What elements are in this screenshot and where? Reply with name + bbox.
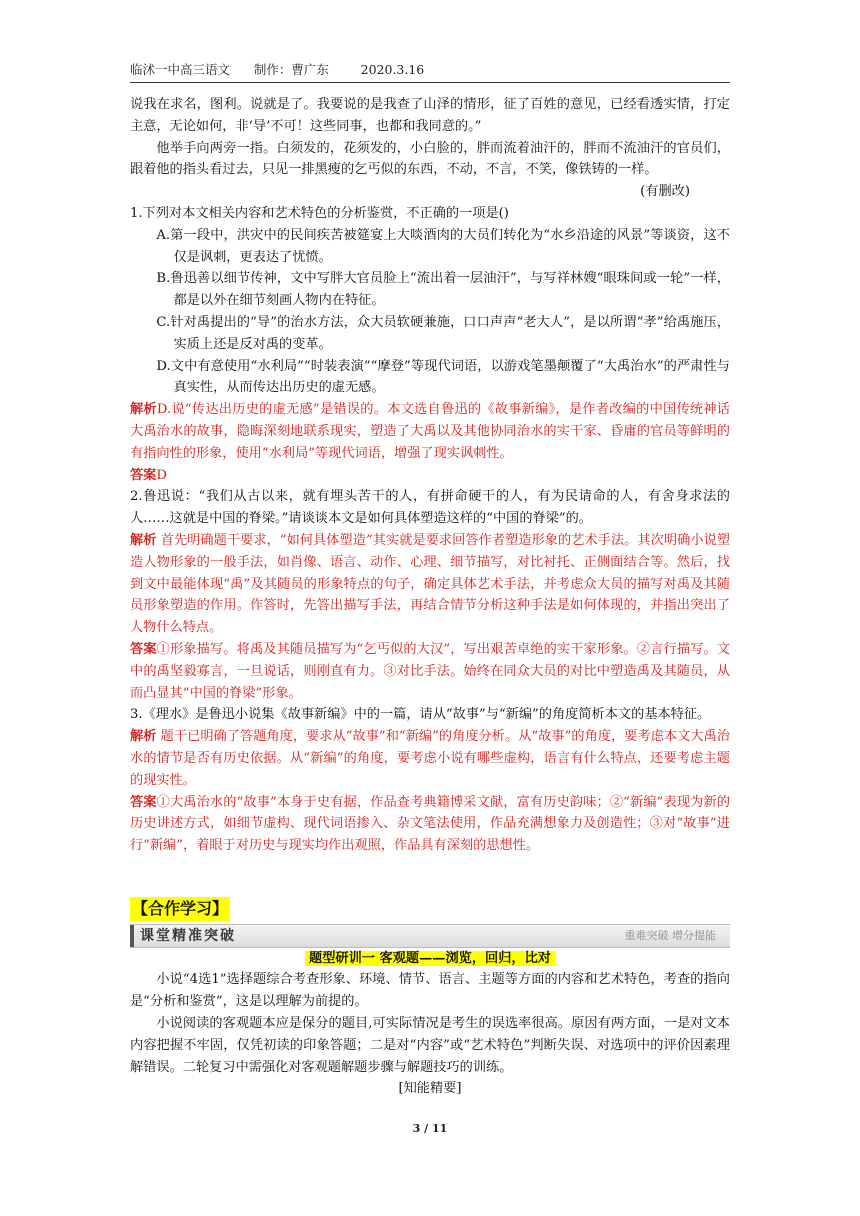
section-banner — [130, 924, 730, 948]
passage-paragraph: 他举手向两旁一指。白须发的，花须发的，小白脸的，胖而流着油汗的，胖而不流油汗的官员们，跟着他的指头看过去，只见一排黑瘦的乞丐似的东西，不动，不言，不笑，像铁铸的一样。 — [130, 140, 730, 178]
banner-subtitle: 重难突破 增分提能 — [624, 928, 716, 942]
answer-label: 答案 — [130, 641, 157, 657]
analysis-label: 解析 — [130, 402, 157, 418]
passage-paragraph: 说我在求名，图利。说就是了。我要说的是我查了山泽的情形，征了百姓的意见，已经看透实情，打定主意，无论如何，非‘导’不可！这些同事，也都和我同意的。” — [130, 97, 730, 134]
option-d: D.文中有意使用“水利局”“时装表演”“摩登”等现代词语，以游戏笔墨颠覆了“大禹治水”的严肃性与真实性，从而传达出历史的虚无感。 — [156, 358, 730, 396]
analysis-label: 解析 — [130, 729, 157, 745]
section-paragraph: 小说“4选1”选择题综合考查形象、环境、情节、语言、主题等方面的内容和艺术特色，考查的指向是“分析和鉴赏”，这是以理解为前提的。 — [130, 972, 730, 1010]
analysis-text: D.说“传达出历史的虚无感”是错误的。本文选自鲁迅的《故事新编》，是作者改编的中国传统神话大禹治水的故事，隐晦深刻地联系现实，塑造了大禹以及其他协同治水的实干家、昏庸的官员等鲜明的有指向性的形象，使用“水利局”等现代词语，增强了现实讽刺性。 — [130, 402, 730, 461]
answer-label: 答案 — [130, 794, 157, 810]
answer-text: D — [156, 467, 167, 483]
section-paragraph: 小说阅读的客观题本应是保分的题目,可实际情况是考生的误选率很高。原因有两方面，一是对文本内容把握不牢固，仅凭初读的印象答题；二是对“内容”或“艺术特色”判断失误、对选项中的评价因素理解错误。二轮复习中需强化对客观题解题步骤与解题技巧的训练。 — [130, 1016, 730, 1075]
banner-title: 课堂精准突破 — [130, 925, 244, 947]
passage-note: (有删改) — [640, 184, 690, 200]
analysis-text: 首先明确题干要求，“如何具体塑造”其实就是要求回答作者塑造形象的艺术手法。其次明确小说塑造人物形象的一般手法，如肖像、语言、动作、心理、细节描写，对比衬托、正侧面结合等。然后，找到文中最能体现“禹”及其随员的形象特点的句子，确定具体艺术手法，并考虑众大员的描写对禹及其随员形象塑造的作用。作答时，先答出描写手法，再结合情节分析这种手法是如何体现的，并指出突出了人物什么特点。 — [130, 532, 731, 636]
document-body — [130, 94, 730, 1100]
answer-text: ①大禹治水的“故事”本身于史有据，作品查考典籍博采文献，富有历史韵味；②“新编”表现为新的历史讲述方式，如细节虚构、现代词语掺入、杂文笔法使用，作品充满想象力及创造性；③对“故事”进行“新编”，着眼于对历史与现实均作出观照，作品具有深刻的思想性。 — [130, 794, 731, 854]
answer-text: ①形象描写。将禹及其随员描写为“乞丐似的大汉”，写出艰苦卓绝的实干家形象。②言行描写。文中的禹坚毅寡言，一旦说话，则刚直有力。③对比手法。始终在同众大员的对比中塑造禹及其随员，从而凸显其“中国的脊梁”形象。 — [130, 641, 730, 701]
option-a: A.第一段中，洪灾中的民间疾苦被筵宴上大啖酒肉的大员们转化为“水乡沿途的风景”等谈资，这不仅是讽刺，更表达了忧愤。 — [156, 227, 730, 265]
question-3-answer — [130, 792, 730, 857]
section-title-row — [130, 948, 730, 970]
page-number: 3 / 11 — [412, 1122, 448, 1135]
analysis-label: 解析 — [130, 532, 157, 548]
answer-label: 答案 — [130, 467, 157, 483]
question-1-answer — [130, 465, 730, 487]
question-2-stem: 2.鲁迅说：“我们从古以来，就有埋头苦干的人，有拼命硬干的人，有为民请命的人，有舍身求法的人……这就是中国的脊梁。”请谈谈本文是如何具体塑造这样的“中国的脊梁”的。 — [130, 489, 730, 527]
question-2-analysis — [130, 530, 730, 639]
section-title: 题型研训一 客观题——浏览，回归，比对 — [305, 951, 555, 966]
question-2-answer — [130, 639, 730, 704]
option-b: B.鲁迅善以细节传神，文中写胖大官员脸上“流出着一层油汗”，与写祥林嫂“眼珠间或一轮”一样，都是以外在细节刻画人物内在特征。 — [156, 271, 730, 309]
question-1-stem: 1.下列对本文相关内容和艺术特色的分析鉴赏，不正确的一项是() — [130, 205, 509, 221]
page-header: 临沭一中高三语文 制作：曹广东 2020.3.16 — [130, 60, 730, 83]
option-c: C.针对禹提出的“导”的治水方法，众大员软硬兼施，口口声声“老大人”，是以所谓“孝”给禹施压，实质上还是反对禹的变革。 — [156, 314, 730, 352]
section-tag: 【合作学习】 — [130, 897, 230, 921]
section-subhead: [知能精要] — [398, 1081, 462, 1097]
question-3-stem: 3.《理水》是鲁迅小说集《故事新编》中的一篇，请从“故事”与“新编”的角度简析本文的基本特征。 — [130, 707, 711, 723]
question-3-analysis — [130, 726, 730, 791]
analysis-text: 题干已明确了答题角度，要求从“故事”和“新编”的角度分析。从“故事”的角度，要考虑本文大禹治水的情节是否有历史依据。从“新编”的角度，要考虑小说有哪些虚构，语言有什么特点，还要考虑主题的现实性。 — [130, 729, 730, 788]
question-1-analysis — [130, 399, 730, 464]
section-tag-row — [130, 897, 730, 922]
